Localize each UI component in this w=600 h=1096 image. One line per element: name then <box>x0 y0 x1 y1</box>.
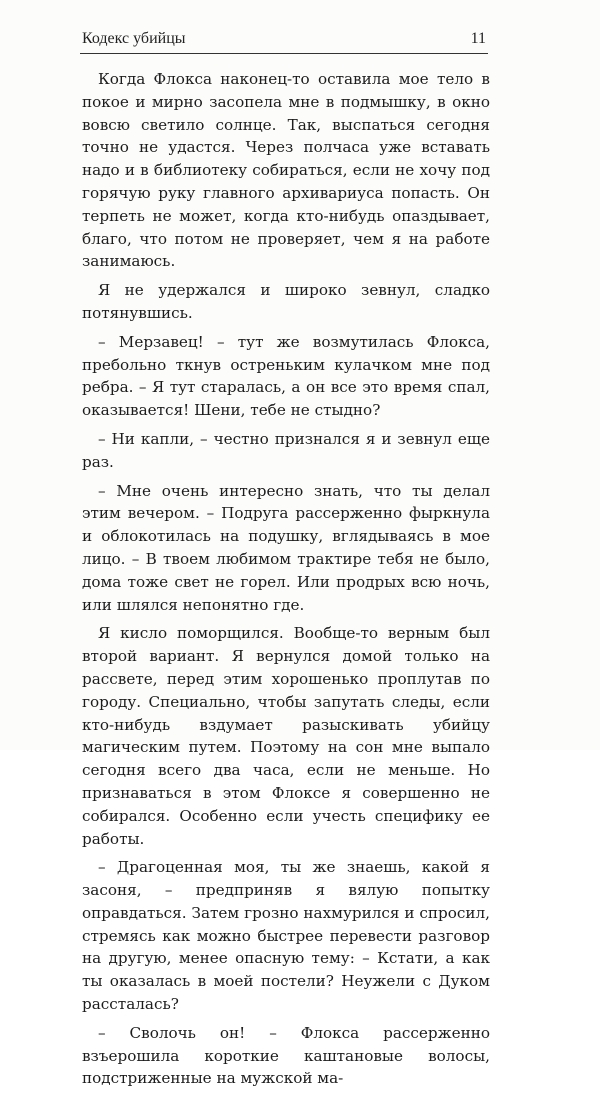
paragraph: Когда Флокса наконец-то оставила мое тело в покое и мирно засопела мне в подмышку, в окно вовсю светило солнце. Так, выспаться сегодня точно не удастся. Через полчаса уже вставать надо и в библиотеку собираться, если не хочу под горячую руку главного архивариуса попасть. Он терпеть не может, когда кто-нибудь опаздывает, благо, что потом не проверяет, чем я на работе занимаюсь. <box>82 70 490 271</box>
paragraph: – Сволочь он! – Флокса рассерженно взъерошила короткие каштановые волосы, подстриженные на мужской ма- <box>82 1023 490 1088</box>
paragraph: – Ни капли, – честно признался я и зевнул еще раз. <box>82 429 490 471</box>
header-rule <box>80 53 488 54</box>
book-title: Кодекс убийцы <box>82 30 186 47</box>
paragraph: – Мне очень интересно знать, что ты делал этим вечером. – Подруга рассерженно фыркнула и облокотилась на подушку, вглядываясь в мое лицо. – В твоем любимом трактире тебя не было, дома тоже свет не горел. Или продрых всю ночь, или шлялся непонятно где. <box>82 481 490 614</box>
paragraph: – Драгоценная моя, ты же знаешь, какой я засоня, – предприняв я вялую попытку оправдаться. Затем грозно нахмурился и спросил, стремясь как можно быстрее перевести разговор на другую, менее опасную тему: – Кстати, а как ты оказалась в моей постели? Неужели с Дуком рассталась? <box>82 858 490 1014</box>
paragraph: Я кисло поморщился. Вообще-то верным был второй вариант. Я вернулся домой только на рассвете, перед этим хорошенько проплутав по городу. Специально, чтобы запутать следы, если кто-нибудь вздумает разыскивать убийцу магическим путем. Поэтому на сон мне выпало сегодня всего два часа, если не меньше. Но признаваться в этом Флоксе я совершенно не собирался. Особенно если учесть специфику ее работы. <box>82 624 490 848</box>
paragraph: Я не удержался и широко зевнул, сладко потянувшись. <box>82 281 490 322</box>
running-header <box>82 30 486 52</box>
page-number: 11 <box>470 30 486 47</box>
paragraph: – Мерзавец! – тут же возмутилась Флокса, пребольно ткнув остреньким кулачком мне под ребра. – Я тут старалась, а он все это время спал, оказывается! Шени, тебе не стыдно? <box>82 332 490 420</box>
body-text <box>82 68 490 1096</box>
